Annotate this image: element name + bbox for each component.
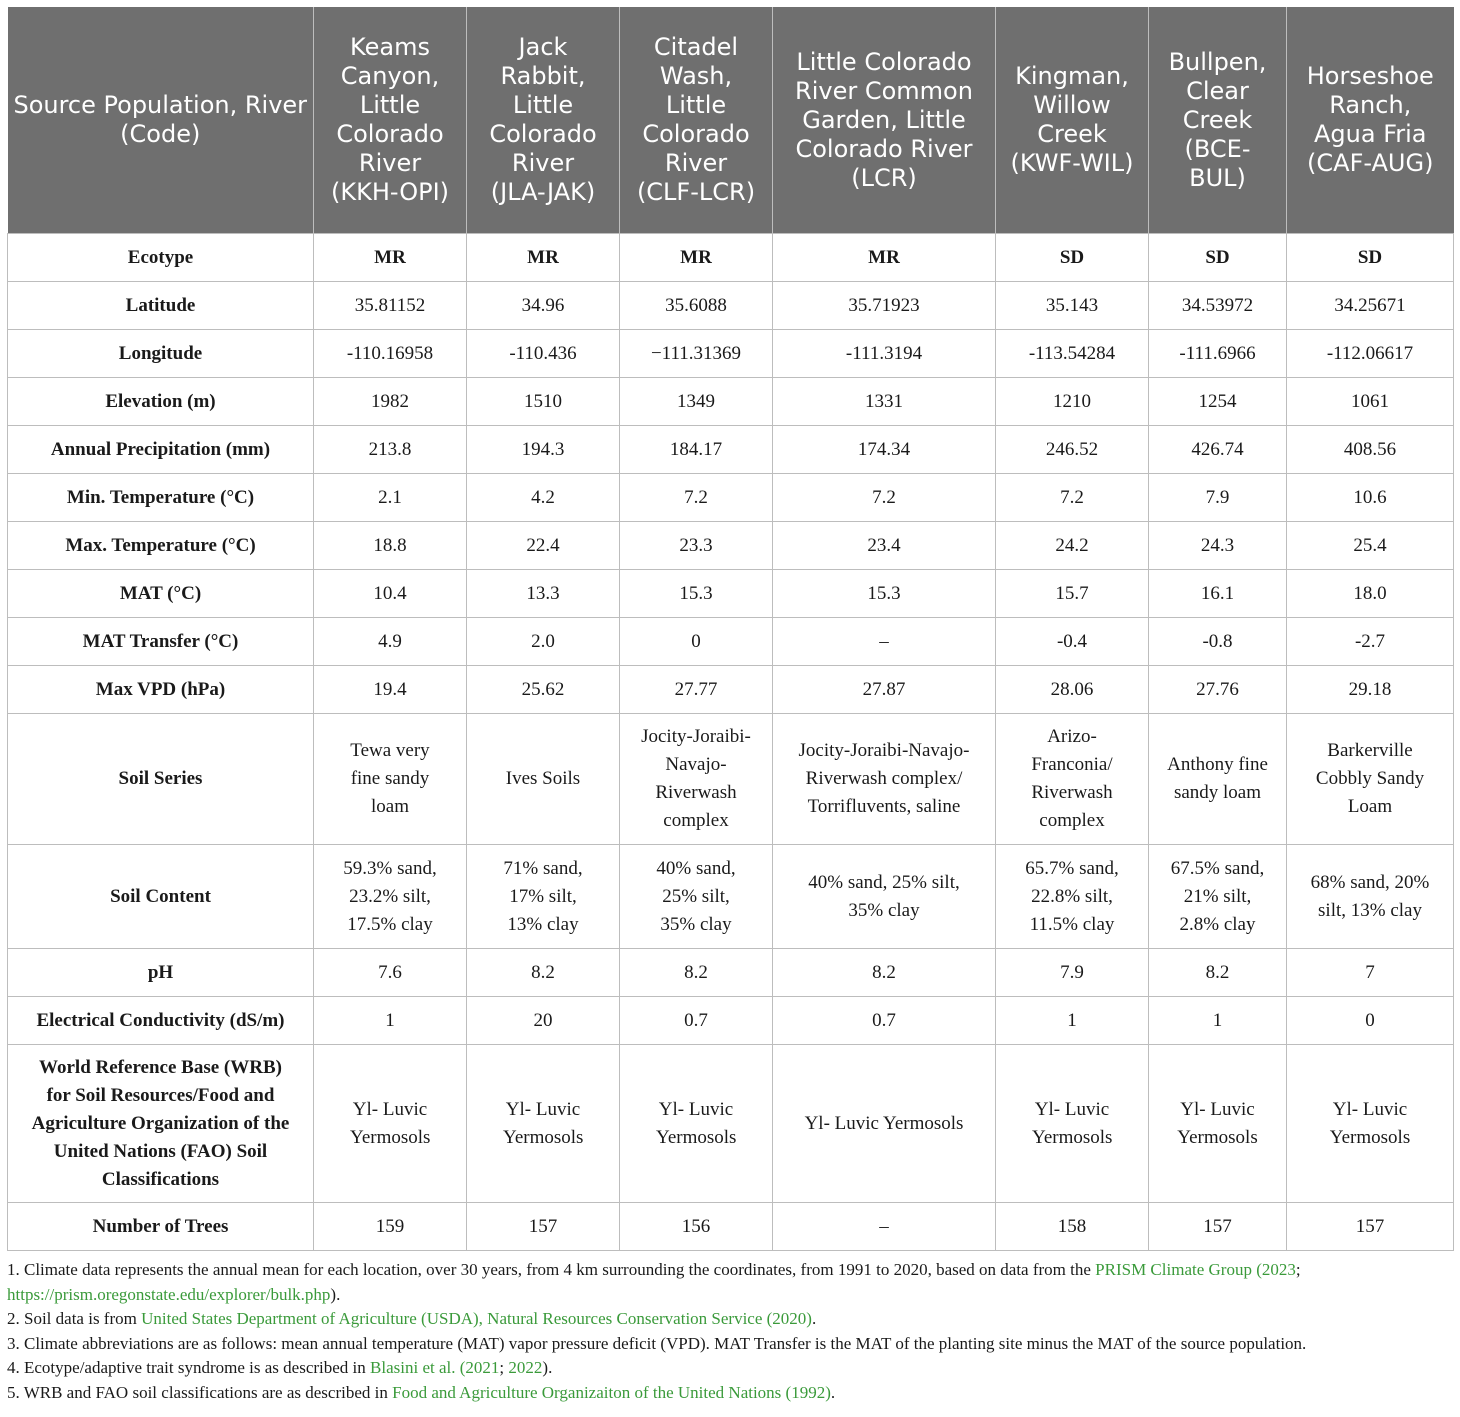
header-col-horseshoe-ranch: Horseshoe Ranch, Agua Fria (CAF-AUG) [1287,7,1454,234]
header-col-jack-rabbit: Jack Rabbit, Little Colorado River (JLA-JAK) [467,7,620,234]
row-label: Longitude [8,330,314,378]
table-cell: 15.3 [620,570,773,618]
table-cell: 0.7 [620,997,773,1045]
table-cell: -111.6966 [1149,330,1287,378]
table-cell: Jocity-Joraibi-Navajo-Riverwash complex [620,714,773,845]
table-cell: 8.2 [773,949,996,997]
table-cell: MR [620,234,773,282]
row-label: Ecotype [8,234,314,282]
table-row-max-temperature [8,522,1454,570]
table-cell: 7.2 [996,474,1149,522]
table-cell: -0.4 [996,618,1149,666]
footnote-5 [7,1381,1453,1406]
table-cell: 34.25671 [1287,282,1454,330]
footnote-text: 3. Climate abbreviations are as follows: mean annual temperature (MAT) vapor pressure deficit (VPD). MAT Transfer is the MAT of the planting site minus the MAT of the source population. [7,1333,1307,1353]
footnote-3 [7,1332,1453,1357]
header-row-label: Source Population, River (Code) [8,7,314,234]
table-cell: 19.4 [314,666,467,714]
header-col-bullpen: Bullpen, Clear Creek (BCE-BUL) [1149,7,1287,234]
table-cell: 408.56 [1287,426,1454,474]
table-cell: MR [467,234,620,282]
table-cell: -2.7 [1287,618,1454,666]
table-cell: 15.3 [773,570,996,618]
table-cell: 40% sand, 25% silt, 35% clay [620,845,773,949]
row-label: Soil Series [8,714,314,845]
table-footnotes [7,1258,1453,1406]
table-cell: Anthony fine sandy loam [1149,714,1287,845]
table-row-wrb-fao-classification [8,1045,1454,1203]
table-cell: -110.436 [467,330,620,378]
table-row-annual-precipitation [8,426,1454,474]
footnote-text: ; [1295,1260,1301,1279]
table-row-electrical-conductivity [8,997,1454,1045]
table-cell: 13.3 [467,570,620,618]
table-cell: -113.54284 [996,330,1149,378]
table-cell: 8.2 [1149,949,1287,997]
table-cell: 20 [467,997,620,1045]
table-cell: -112.06617 [1287,330,1454,378]
table-cell: 23.4 [773,522,996,570]
footnote-1 [7,1258,1453,1307]
table-cell: SD [1287,234,1454,282]
table-cell: 35.143 [996,282,1149,330]
table-row-min-temperature [8,474,1454,522]
table-cell: 34.96 [467,282,620,330]
table-cell: 40% sand, 25% silt, 35% clay [773,845,996,949]
table-cell: 184.17 [620,426,773,474]
table-cell: 157 [467,1203,620,1251]
site-characteristics-table [7,7,1454,1251]
table-cell: 8.2 [467,949,620,997]
table-cell: 68% sand, 20% silt, 13% clay [1287,845,1454,949]
table-row-mat-transfer [8,618,1454,666]
row-label: Number of Trees [8,1203,314,1251]
citation-link-blasini-2021[interactable]: Blasini et al. (2021 [370,1358,500,1378]
table-cell: 71% sand, 17% silt, 13% clay [467,845,620,949]
table-cell: 1349 [620,378,773,426]
row-label: Latitude [8,282,314,330]
footnote-text: . [830,1382,836,1402]
table-cell: 27.77 [620,666,773,714]
citation-link-blasini-2022[interactable]: 2022 [508,1358,543,1378]
citation-link-usda[interactable]: United States Department of Agriculture (USDA), Natural Resources Conservation Service (2020) [141,1309,812,1329]
table-cell: 35.6088 [620,282,773,330]
footnote-4 [7,1356,1453,1381]
row-label: Max VPD (hPa) [8,666,314,714]
table-cell: 213.8 [314,426,467,474]
table-cell: 156 [620,1203,773,1251]
table-cell: 18.8 [314,522,467,570]
table-cell: 27.76 [1149,666,1287,714]
table-row-latitude [8,282,1454,330]
table-cell: -110.16958 [314,330,467,378]
table-cell: 159 [314,1203,467,1251]
table-cell: 18.0 [1287,570,1454,618]
table-row-number-of-trees [8,1203,1454,1251]
table-cell: -111.3194 [773,330,996,378]
row-label: pH [8,949,314,997]
table-cell: – [773,1203,996,1251]
table-cell: 158 [996,1203,1149,1251]
table-cell: 22.4 [467,522,620,570]
table-cell: 7.2 [620,474,773,522]
table-cell: Barkerville Cobbly Sandy Loam [1287,714,1454,845]
row-label: Soil Content [8,845,314,949]
table-cell: 16.1 [1149,570,1287,618]
table-cell: 25.4 [1287,522,1454,570]
row-label: MAT (°C) [8,570,314,618]
table-cell: 1331 [773,378,996,426]
url-link-prism-bulk[interactable]: https://prism.oregonstate.edu/explorer/bulk.php [7,1284,331,1304]
table-cell: Yl- Luvic Yermosols [1287,1045,1454,1203]
table-cell: 1061 [1287,378,1454,426]
table-row-elevation [8,378,1454,426]
table-row-longitude [8,330,1454,378]
table-cell: Tewa very fine sandy loam [314,714,467,845]
footnote-2 [7,1307,1453,1332]
table-cell: 10.4 [314,570,467,618]
table-cell: -0.8 [1149,618,1287,666]
table-cell: 0 [620,618,773,666]
table-row-ecotype [8,234,1454,282]
table-cell: 174.34 [773,426,996,474]
footnote-text: 5. WRB and FAO soil classifications are as described in [7,1382,393,1402]
table-cell: 246.52 [996,426,1149,474]
table-cell: Jocity-Joraibi-Navajo-Riverwash complex/ Torrifluvents, saline [773,714,996,845]
row-label: World Reference Base (WRB) for Soil Resources/Food and Agriculture Organization of the United Nations (FAO) Soil Classifications [8,1045,314,1203]
footnote-text: 1. Climate data represents the annual mean for each location, over 30 years, from 4 km surrounding the coordinates, from 1991 to 2020, based on data from the [7,1260,1096,1279]
header-col-lcr-common-garden: Little Colorado River Common Garden, Little Colorado River (LCR) [773,7,996,234]
table-cell: 10.6 [1287,474,1454,522]
table-cell: 157 [1287,1203,1454,1251]
table-cell: Yl- Luvic Yermosols [620,1045,773,1203]
table-cell: MR [314,234,467,282]
table-cell: 35.71923 [773,282,996,330]
table-cell: Yl- Luvic Yermosols [1149,1045,1287,1203]
table-cell: Yl- Luvic Yermosols [773,1045,996,1203]
table-cell: 7.6 [314,949,467,997]
table-cell: 194.3 [467,426,620,474]
table-cell: 25.62 [467,666,620,714]
table-cell: −111.31369 [620,330,773,378]
table-cell: 1 [996,997,1149,1045]
table-cell: 1 [1149,997,1287,1045]
table-cell: SD [1149,234,1287,282]
table-row-ph [8,949,1454,997]
table-row-max-vpd [8,666,1454,714]
table-cell: 1510 [467,378,620,426]
table-cell: 7 [1287,949,1454,997]
table-cell: Yl- Luvic Yermosols [996,1045,1149,1203]
citation-link-fao[interactable]: Food and Agriculture Organizaiton of the United Nations (1992) [392,1382,831,1402]
table-cell: 426.74 [1149,426,1287,474]
row-label: MAT Transfer (°C) [8,618,314,666]
table-cell: 15.7 [996,570,1149,618]
table-cell: 29.18 [1287,666,1454,714]
header-col-kingman: Kingman, Willow Creek (KWF-WIL) [996,7,1149,234]
footnote-text: ). [330,1284,341,1304]
header-col-keams-canyon: Keams Canyon, Little Colorado River (KKH-OPI) [314,7,467,234]
row-label: Annual Precipitation (mm) [8,426,314,474]
footnote-text: ; [499,1358,509,1378]
row-label: Electrical Conductivity (dS/m) [8,997,314,1045]
table-cell: 2.0 [467,618,620,666]
table-cell: 65.7% sand, 22.8% silt, 11.5% clay [996,845,1149,949]
footnote-text: ). [542,1358,553,1378]
header-col-citadel-wash: Citadel Wash, Little Colorado River (CLF-LCR) [620,7,773,234]
table-cell: 4.2 [467,474,620,522]
table-cell: SD [996,234,1149,282]
table-cell: 7.2 [773,474,996,522]
table-cell: – [773,618,996,666]
table-cell: 28.06 [996,666,1149,714]
table-row-mat [8,570,1454,618]
table-cell: 0 [1287,997,1454,1045]
table-cell: 24.3 [1149,522,1287,570]
table-cell: MR [773,234,996,282]
table-cell: 27.87 [773,666,996,714]
table-cell: 67.5% sand, 21% silt, 2.8% clay [1149,845,1287,949]
table-container [7,7,1453,1406]
table-cell: Yl- Luvic Yermosols [314,1045,467,1203]
table-cell: 157 [1149,1203,1287,1251]
table-cell: 35.81152 [314,282,467,330]
footnote-text: 2. Soil data is from [7,1309,142,1329]
row-label: Elevation (m) [8,378,314,426]
table-cell: Yl- Luvic Yermosols [467,1045,620,1203]
table-cell: 7.9 [996,949,1149,997]
table-cell: 59.3% sand, 23.2% silt, 17.5% clay [314,845,467,949]
table-cell: 24.2 [996,522,1149,570]
table-cell: 1 [314,997,467,1045]
table-cell: 0.7 [773,997,996,1045]
table-cell: 23.3 [620,522,773,570]
row-label: Min. Temperature (°C) [8,474,314,522]
footnote-text: . [811,1309,817,1329]
table-cell: 1254 [1149,378,1287,426]
table-cell: 8.2 [620,949,773,997]
citation-link-prism[interactable]: PRISM Climate Group (2023 [1095,1260,1296,1279]
table-cell: Ives Soils [467,714,620,845]
table-cell: 7.9 [1149,474,1287,522]
footnote-text: 4. Ecotype/adaptive trait syndrome is as described in [7,1358,371,1378]
row-label: Max. Temperature (°C) [8,522,314,570]
table-row-soil-content [8,845,1454,949]
table-cell: 2.1 [314,474,467,522]
table-cell: 1210 [996,378,1149,426]
table-cell: Arizo-Franconia/ Riverwash complex [996,714,1149,845]
table-cell: 4.9 [314,618,467,666]
table-row-soil-series [8,714,1454,845]
table-cell: 34.53972 [1149,282,1287,330]
table-header-row [8,7,1454,234]
table-cell: 1982 [314,378,467,426]
